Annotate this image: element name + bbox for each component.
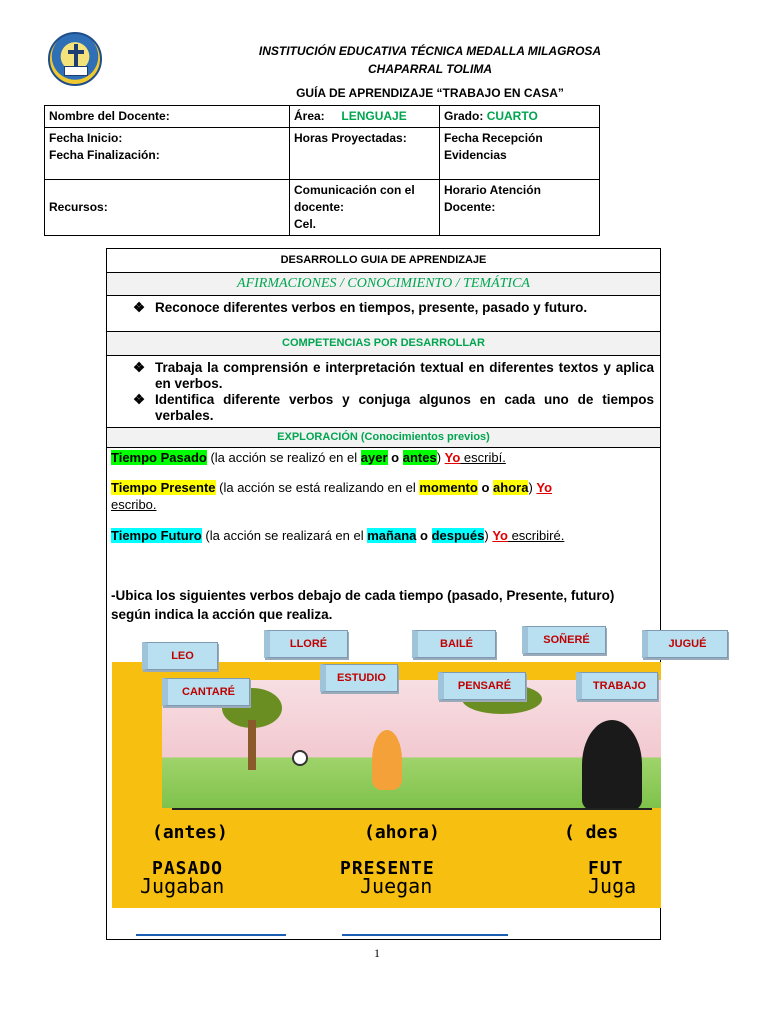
page-number: 1 [374, 946, 380, 960]
diamond-bullet-icon: ❖ [133, 392, 146, 407]
competencias-list [107, 356, 660, 428]
grado-value: CUARTO [486, 109, 538, 123]
tiempo-futuro-line: Tiempo Futuro (la acción se realizará en el mañana o después) Yo escribiré. [111, 528, 565, 543]
book-icon [64, 66, 88, 76]
child-figure [372, 730, 402, 790]
exploracion-heading: EXPLORACIÓN (Conocimientos previos) [107, 428, 660, 448]
teacher-info-table [44, 105, 600, 236]
word-label-cantare[interactable]: CANTARÉ [162, 678, 250, 706]
word-label-sonere[interactable]: SOÑERÉ [522, 626, 606, 654]
word-label-llore[interactable]: LLORÉ [264, 630, 348, 658]
comunicacion-cell: Comunicación con el docente: Cel. [290, 180, 440, 236]
reconoce-item: ❖ Reconoce diferentes verbos en tiempos, presente, pasado y futuro. [107, 296, 660, 332]
city-name: CHAPARRAL TOLIMA [368, 62, 492, 76]
institution-name: INSTITUCIÓN EDUCATIVA TÉCNICA MEDALLA MILAGROSA [258, 44, 602, 58]
tiempo-presente-line: Tiempo Presente (la acción se está realizando en el momento o ahora) Yo escribo. [111, 480, 553, 512]
cross-icon [74, 44, 78, 66]
word-label-pensare[interactable]: PENSARÉ [438, 672, 526, 700]
juegan-verb: Juegan [360, 874, 433, 898]
school-logo [48, 32, 102, 86]
horas-cell: Horas Proyectadas: [290, 128, 440, 180]
word-label-trabajo[interactable]: TRABAJO [576, 672, 658, 700]
ahora-label: (ahora) [364, 822, 440, 843]
fechas-cell: Fecha Inicio: Fecha Finalización: [45, 128, 290, 180]
diamond-bullet-icon: ❖ [133, 300, 146, 315]
timeline-arrow [172, 808, 652, 810]
word-label-leo[interactable]: LEO [142, 642, 218, 670]
recepcion-cell: Fecha Recepción Evidencias [440, 128, 600, 180]
list-item: ❖ Identifica diferente verbos y conjuga algunos en cada uno de tiempos verbales. [133, 392, 654, 423]
recursos-cell: Recursos: [45, 180, 290, 236]
antes-label: (antes) [152, 822, 228, 843]
horario-cell: Horario Atención Docente: [440, 180, 600, 236]
word-label-estudio[interactable]: ESTUDIO [320, 664, 398, 692]
diamond-bullet-icon: ❖ [133, 360, 146, 375]
grado-cell: Grado: CUARTO [440, 106, 600, 128]
list-item: ❖ Trabaja la comprensión e interpretación textual en diferentes textos y aplica en verbos. [133, 360, 654, 391]
tiempo-pasado-line: Tiempo Pasado (la acción se realizó en el ayer o antes) Yo escribí. [111, 450, 506, 465]
despues-label: ( des [564, 822, 619, 843]
juga-verb: Juga [588, 874, 637, 898]
docente-cell: Nombre del Docente: [45, 106, 290, 128]
futuro-label: FUT [588, 858, 624, 879]
word-label-jugue[interactable]: JUGUÉ [642, 630, 728, 658]
ball-icon [292, 750, 308, 766]
afirmaciones-heading: AFIRMACIONES / CONOCIMIENTO / TEMÁTICA [107, 273, 660, 296]
jugaban-verb: Jugaban [140, 874, 225, 898]
guide-title: GUÍA DE APRENDIZAJE “TRABAJO EN CASA” [296, 86, 564, 100]
area-cell: Área: LENGUAJE [290, 106, 440, 128]
woman-figure [582, 720, 642, 810]
competencias-heading: COMPETENCIAS POR DESARROLLAR [107, 332, 660, 356]
area-value: LENGUAJE [341, 109, 407, 123]
word-label-baile[interactable]: BAILÉ [412, 630, 496, 658]
answer-line [342, 934, 508, 936]
pasado-label: PASADO [152, 858, 224, 879]
guide-section-title: DESARROLLO GUIA DE APRENDIZAJE [107, 249, 660, 273]
answer-line [136, 934, 286, 936]
instruction-text: -Ubica los siguientes verbos debajo de cada tiempo (pasado, Presente, futuro) según indica la acción que realiza. [111, 588, 615, 622]
presente-label: PRESENTE [340, 858, 435, 879]
